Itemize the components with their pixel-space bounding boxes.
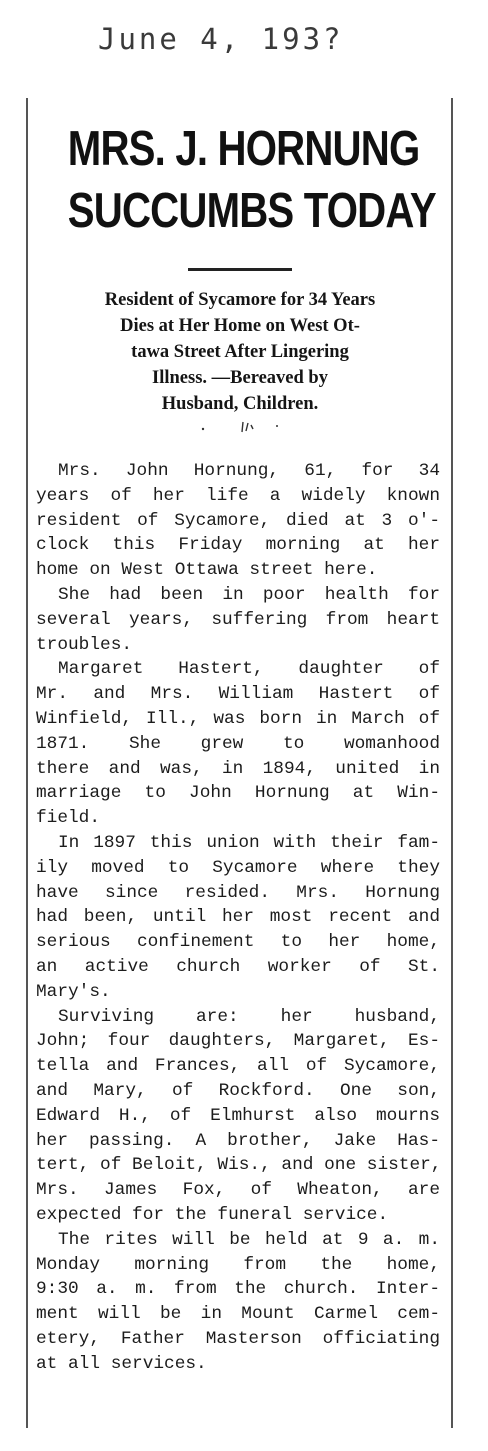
paragraph — [36, 831, 440, 1005]
text-line: Winfield, Ill., was born in March of — [36, 708, 440, 729]
ornament-divider — [195, 420, 285, 434]
text-line: years of her life a widely known — [36, 485, 440, 506]
text-line: 9:30 a. m. from the church. Inter- — [36, 1279, 440, 1300]
subhead-line: Husband, Children. — [161, 394, 319, 414]
headline-line: MRS. J. HORNUNG — [67, 122, 420, 176]
text-line: several years, suffering from heart — [36, 609, 440, 630]
text-line: expected for the funeral service. — [36, 1204, 389, 1225]
text-line: The rites will be held at 9 a. m. — [58, 1229, 440, 1250]
subhead-line: Resident of Sycamore for 34 Years — [104, 290, 376, 310]
text-line: Mrs. John Hornung, 61, for 34 — [58, 461, 440, 481]
text-line: marriage to John Hornung at Win- — [36, 783, 440, 804]
text-line: field. — [36, 808, 101, 829]
text-line: resident of Sycamore, died at 3 o'- — [36, 510, 440, 531]
text-line: clock this Friday morning at her — [36, 535, 440, 556]
text-line: 1871. She grew to womanhood — [36, 733, 440, 754]
text-line: tella and Frances, all of Sycamore, — [36, 1056, 440, 1077]
text-line: home on West Ottawa street here. — [36, 560, 378, 581]
paragraph — [36, 1228, 440, 1377]
text-line: She had been in poor health for — [58, 584, 440, 605]
text-line: Mary's. — [36, 981, 111, 1002]
text-line: etery, Father Masterson officiating — [36, 1328, 440, 1349]
text-line: John; four daughters, Margaret, Es- — [36, 1031, 440, 1052]
subhead-line: Illness. —Bereaved by — [152, 368, 328, 388]
paragraph — [36, 459, 440, 583]
text-line: Surviving are: her husband, — [58, 1006, 440, 1027]
text-line: Mrs. James Fox, of Wheaton, are — [36, 1180, 440, 1201]
text-line: ment will be in Mount Carmel cem- — [36, 1304, 440, 1325]
paragraph — [36, 1005, 440, 1228]
date-note: June 4, 193? — [98, 22, 344, 56]
text-line: ily moved to Sycamore where they — [36, 857, 440, 878]
text-line: In 1897 this union with their fam- — [58, 832, 440, 853]
subhead-line: tawa Street After Lingering — [131, 342, 349, 362]
paragraph — [36, 657, 440, 831]
text-line: and Mary, of Rockford. One son, — [36, 1080, 440, 1101]
article-body — [36, 459, 440, 1376]
text-line: Margaret Hastert, daughter of — [58, 659, 440, 680]
column-rule-right — [451, 98, 453, 1428]
text-line: serious confinement to her home, — [36, 932, 440, 953]
text-line: have since resided. Mrs. Hornung — [36, 882, 440, 903]
text-line: at all services. — [36, 1353, 207, 1374]
column-rule-left — [26, 98, 28, 1428]
text-line: had been, until her most recent and — [36, 907, 440, 928]
text-line: Mr. and Mrs. William Hastert of — [36, 684, 440, 705]
text-line: troubles. — [36, 634, 133, 655]
headline-line: SUCCUMBS TODAY — [67, 184, 436, 238]
paragraph — [36, 583, 440, 657]
subhead-line: Dies at Her Home on West Ot- — [120, 316, 360, 336]
subheadline — [30, 287, 450, 417]
headline — [67, 118, 436, 242]
text-line: tert, of Beloit, Wis., and one sister, — [36, 1155, 442, 1176]
text-line: Edward H., of Elmhurst also mourns — [36, 1105, 440, 1126]
headline-divider — [188, 268, 292, 271]
text-line: there and was, in 1894, united in — [36, 758, 440, 779]
text-line: her passing. A brother, Jake Has- — [36, 1130, 440, 1151]
text-line: Monday morning from the home, — [36, 1254, 440, 1275]
text-line: an active church worker of St. — [36, 956, 440, 977]
